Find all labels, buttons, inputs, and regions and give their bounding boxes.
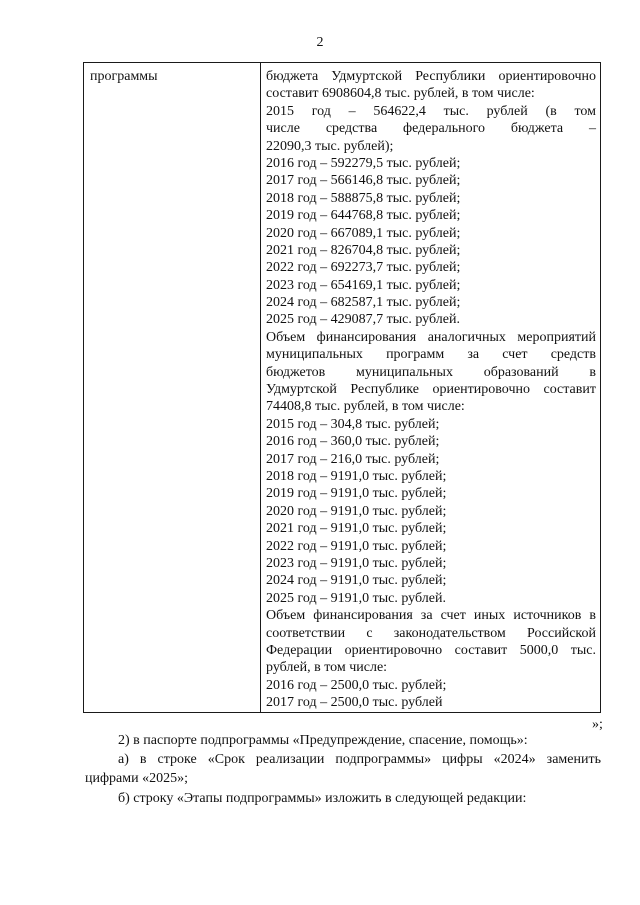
right-cell-line: соответствии с законодательством Российской [266,625,596,641]
right-cell-line: рублей, в том числе: [266,660,388,676]
right-cell-line: 2022 год – 692273,7 тыс. рублей; [266,260,461,276]
right-cell-line: 2022 год – 9191,0 тыс. рублей; [266,538,447,554]
table-right-cell [266,68,596,711]
closing-quote-mark: »; [592,717,603,732]
right-cell-line: Объем финансирования за счет иных источников в [266,608,596,624]
body-line: цифрами «2025»; [85,771,189,787]
right-cell-line: 22090,3 тыс. рублей); [266,138,394,154]
right-cell-line: бюджетов муниципальных образований в [266,364,596,380]
table-left-cell: программы [90,69,158,84]
right-cell-line: бюджета Удмуртской Республики ориентировочно [266,69,596,84]
right-cell-line: 2015 год – 564622,4 тыс. рублей (в том [266,103,596,119]
right-cell-line: 2023 год – 9191,0 тыс. рублей; [266,555,447,571]
right-cell-line: составит 6908604,8 тыс. рублей, в том числе: [266,86,535,102]
right-cell-line: 74408,8 тыс. рублей, в том числе: [266,399,465,415]
right-cell-line: 2016 год – 2500,0 тыс. рублей; [266,677,447,693]
right-cell-line: Федерации ориентировочно составит 5000,0 тыс. [266,642,596,658]
right-cell-line: 2017 год – 2500,0 тыс. рублей [266,695,443,711]
right-cell-line: 2021 год – 826704,8 тыс. рублей; [266,242,461,258]
right-cell-line: 2025 год – 429087,7 тыс. рублей. [266,312,460,328]
right-cell-line: 2021 год – 9191,0 тыс. рублей; [266,521,447,537]
right-cell-line: 2025 год – 9191,0 тыс. рублей. [266,590,446,606]
right-cell-line: Объем финансирования аналогичных мероприятий [266,329,596,345]
right-cell-line: 2017 год – 216,0 тыс. рублей; [266,451,440,467]
passport-table [83,62,601,713]
right-cell-line: 2016 год – 360,0 тыс. рублей; [266,434,440,450]
body-line: 2) в паспорте подпрограммы «Предупреждение, спасение, помощь»: [118,733,528,748]
right-cell-line: Удмуртской Республике ориентировочно составит [266,382,596,398]
right-cell-line: 2016 год – 592279,5 тыс. рублей; [266,155,461,171]
body-line: б) строку «Этапы подпрограммы» изложить в следующей редакции: [118,790,527,806]
right-cell-line: 2019 год – 9191,0 тыс. рублей; [266,486,447,502]
column-divider [260,63,261,712]
right-cell-line: 2015 год – 304,8 тыс. рублей; [266,416,440,432]
right-cell-line: 2020 год – 667089,1 тыс. рублей; [266,225,461,241]
right-cell-line: муниципальных программ за счет средств [266,347,596,363]
right-cell-line: 2018 год – 9191,0 тыс. рублей; [266,468,447,484]
page-number: 2 [316,35,324,50]
body-line: а) в строке «Срок реализации подпрограммы» цифры «2024» заменить [118,752,601,768]
right-cell-line: 2018 год – 588875,8 тыс. рублей; [266,190,461,206]
right-cell-line: 2024 год – 9191,0 тыс. рублей; [266,573,447,589]
body-text [85,731,601,808]
right-cell-line: 2023 год – 654169,1 тыс. рублей; [266,277,461,293]
right-cell-line: числе средства федерального бюджета – [266,121,596,137]
right-cell-line: 2020 год – 9191,0 тыс. рублей; [266,503,447,519]
right-cell-line: 2017 год – 566146,8 тыс. рублей; [266,173,461,189]
right-cell-line: 2019 год – 644768,8 тыс. рублей; [266,208,461,224]
right-cell-line: 2024 год – 682587,1 тыс. рублей; [266,295,461,311]
